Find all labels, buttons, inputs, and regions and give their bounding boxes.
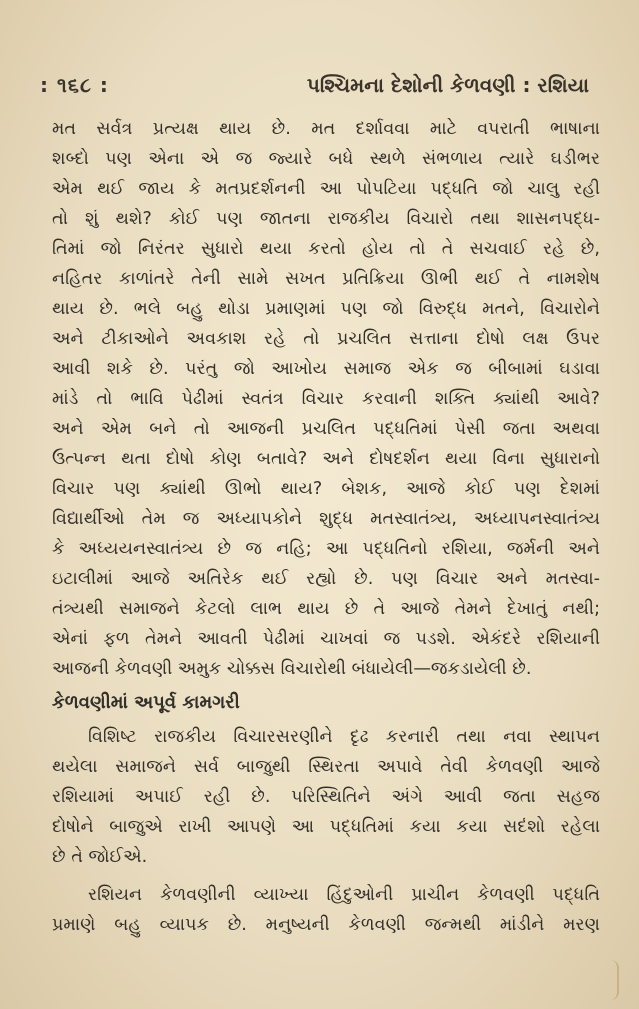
text-line: થયેલા સમાજને સર્વ બાજુથી સ્થિરતા અપાવે તેવી કેળવણી આજે bbox=[52, 757, 600, 777]
running-title: પશ્ચિમના દેશોની કેળવણી : રશિયા bbox=[306, 73, 589, 97]
text-line: અને ટીકાઓને અવકાશ રહે તો પ્રચલિત સત્તાના દોષો લક્ષ ઉપર bbox=[52, 329, 600, 349]
text-line: વિચાર પણ ક્યાંથી ઊભો થાય? બેશક, આજે કોઈ પણ દેશમાં bbox=[52, 479, 600, 499]
paragraph-3 bbox=[52, 880, 600, 940]
text-line: થાય છે. ભલે બહુ થોડા પ્રમાણમાં પણ જો વિરુદ્ધ મતને, વિચારોને bbox=[52, 299, 600, 319]
text-line: તંત્ર્યથી સમાજને કેટલો લાભ થાય છે તે આજે તેમને દેખાતું નથી; bbox=[52, 599, 600, 619]
text-line: તિમાં જો નિરંતર સુધારો થયા કરતો હોય તો તે સચવાઈ રહે છે, bbox=[52, 239, 600, 259]
text-line: એનાં ફળ તેમને આવતી પેઢીમાં ચાખવાં જ પડશે. એકંદરે રશિયાની bbox=[52, 629, 600, 649]
text-line: વિશિષ્ટ રાજકીય વિચારસરણીને દૃઢ કરનારી તથા નવા સ્થાપન bbox=[88, 727, 600, 747]
text-line: દોષોને બાજુએ રાખી આપણે આ પદ્ધતિમાં કયા કયા સદંશો રહેલા bbox=[52, 817, 600, 837]
text-line: ઉત્પન્ન થતા દોષો કોણ બતાવે? અને દોષદર્શન થયા વિના સુધારાનો bbox=[52, 449, 600, 469]
text-line: માંડે તો ભાવિ પેઢીમાં સ્વતંત્ર વિચાર કરવાની શક્તિ ક્યાંથી આવે? bbox=[52, 389, 600, 409]
text-line: આજની કેળવણી અમુક ચોક્કસ વિચારોથી બંધાયેલી—જકડાયેલી છે. bbox=[52, 659, 532, 679]
text-line: નહિતર કાળાંતરે તેની સામે સખત પ્રતિક્રિયા ઊભી થઈ તે નામશેષ bbox=[52, 269, 600, 289]
page-body bbox=[52, 114, 600, 940]
paragraph-2 bbox=[52, 722, 600, 872]
text-line: ઇટાલીમાં આજે અતિરેક થઈ રહ્યો છે. પણ વિચાર અને મતસ્વા- bbox=[52, 569, 600, 589]
section-heading: કેળવણીમાં અપૂર્વ કામગરી bbox=[52, 692, 240, 713]
text-line: શબ્દો પણ એના એ જ જ્યારે બધે સ્થળે સંભળાય ત્યારે ઘડીભર bbox=[52, 149, 600, 169]
text-line: રશિયામાં અપાઈ રહી છે. પરિસ્થિતિને અંગે આવી જતા સહજ bbox=[52, 787, 600, 807]
page-number: : ૧૬૮ : bbox=[40, 73, 109, 97]
text-line: રશિયન કેળવણીની વ્યાખ્યા હિંદુઓની પ્રાચીન કેળવણી પદ્ધતિ bbox=[88, 885, 600, 905]
page-header bbox=[40, 68, 589, 102]
text-line: કે અધ્યયનસ્વાતંત્ર્ય છે જ નહિ; આ પદ્ધતિનો રશિયા, જર્મની અને bbox=[52, 539, 600, 559]
paragraph-1 bbox=[52, 114, 600, 684]
text-line: મત સર્વત્ર પ્રત્યક્ષ થાય છે. મત દર્શાવવા માટે વપરાતી ભાષાના bbox=[52, 119, 600, 139]
page-edge-shadow bbox=[611, 960, 619, 1000]
text-line: તો શું થશે? કોઈ પણ જાતના રાજકીય વિચારો તથા શાસનપદ્ધ- bbox=[52, 209, 600, 229]
text-line: છે તે જોઈએ. bbox=[52, 847, 148, 867]
text-line: આવી શકે છે. પરંતુ જો આખોય સમાજ એક જ બીબામાં ઘડાવા bbox=[52, 359, 600, 379]
text-line: વિદ્યાર્થીઓ તેમ જ અધ્યાપકોને શુદ્ધ મતસ્વાતંત્ર્ય, અધ્યાપનસ્વાતંત્ર્ય bbox=[52, 509, 600, 529]
text-line: એમ થઈ જાય કે મતપ્રદર્શનની આ પોપટિયા પદ્ધતિ જો ચાલુ રહી bbox=[52, 179, 600, 199]
text-line: પ્રમાણે બહુ વ્યાપક છે. મનુષ્યની કેળવણી જન્મથી માંડીને મરણ bbox=[52, 915, 600, 935]
text-line: અને એમ બને તો આજની પ્રચલિત પદ્ધતિમાં પેસી જતા અથવા bbox=[52, 419, 600, 439]
